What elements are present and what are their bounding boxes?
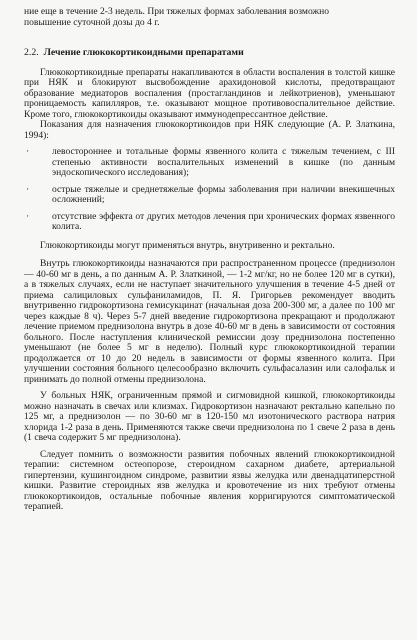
bullet-marker: · [26,183,30,195]
bullet-marker: · [26,210,30,222]
paragraph-indications: Показания для назначения глюкокортикоидов при НЯК следующие (А. Р. Златкина, 1994): [24,119,395,141]
top-line-2: повышение суточной дозы до 4 г. [24,16,160,28]
section-heading [24,48,395,59]
paragraph-oral-iv: Внутрь глюкокортикоиды назначаются при распространенном процессе (преднизолон — 40-60 мг в день, а по данным А. Р. Златкиной, — 1-2 мг/кг, но не более 120 мг в сутки), а в тяжелых случаях, если не наступает значительного улучшения в течение 4-5 дней от приема салициловых сульфаниламидов, П. Я. Григорьев рекомендует вводить внутривенно гидрокортизона гемисукцинат (начальная доза 200-300 мг, а далее по 100 мг через каждые 8 ч). Через 5-7 дней введение гидрокортизона прекращают и продолжают лечение приемом преднизолона внутрь в дозе 40-60 мг в день в зависимости от состояния больного. После наступления клинической ремиссии дозу преднизолона постепенно уменьшают (не более 5 мг в неделю). Полный курс глюкокортикоидной терапии продолжается от 10 до 20 недель в зависимости от формы язвенного колита. При улучшении состояния больного целесообразно включить сульфасалазин или салофальк и принимать до полной отмены преднизолона. [24,258,395,385]
top-line-1: ние еще в течение 2-3 недель. При тяжелых формах заболевания возможно [24,6,329,17]
bullet-text: левостороннее и тотальные формы язвенного колита с тяжелым течением, с III степенью активности воспалительных изменений в кишке (по данным эндоскопического исследования); [52,146,395,178]
section-title: Лечение глюкокортикоидными препаратами [43,47,244,58]
paragraph-rectal: У больных НЯК, ограниченным прямой и сигмовидной кишкой, глюкокортикоиды можно назначать в свечах или клизмах. Гидрокортизон назначают ректально капельно по 125 мг, а преднизолон — по 30-60 мг в 120-150 мл изотонического раствора натрия хлорида 1-2 раза в день. Применяются также свечи преднизолона по 1 свече 2 раза в день (1 свеча содержит 5 мг преднизолона). [24,390,395,443]
paragraph-routes: Глюкокортикоиды могут применяться внутрь, внутривенно и ректально. [40,239,335,251]
bullet-item [24,185,395,206]
paragraph-side-effects: Следует помнить о возможности развития побочных явлений глюкокортикоидной терапии: системном остеопорозе, стероидном сахарном диабете, артериальной гипертензии, кушингоидном синдроме, развитии язвы желудка или двенадцатиперстной кишки. Развитие стероидных язв желудка и кровотечение из них требуют отмены глюкокортикоидов, остальные побочные явления корригируются симптоматической терапией. [24,448,395,512]
bullet-item [24,147,395,179]
bullet-marker: · [26,146,30,157]
section-number: 2.2. [24,47,39,58]
paragraph-mechanism: Глюкокортикоидные препараты накапливаются в области воспаления в толстой кишке при НЯК и блокируют высвобождение арахидоновой кислоты, предотвращают образование медиаторов воспаления (простагландинов и лейкотриенов), уменьшают проницаемость капилляров, т.е. оказывают мощное противовоспалительное действие. Кроме того, глюкокортикоиды оказывают иммунодепрессантное действие. [24,66,395,120]
bullet-text: отсутствие эффекта от других методов лечения при хронических формах язвенного колита. [52,210,395,232]
bullet-item [24,212,395,233]
bullet-text: острые тяжелые и среднетяжелые формы заболевания при наличии внекишечных осложнений; [52,183,395,205]
